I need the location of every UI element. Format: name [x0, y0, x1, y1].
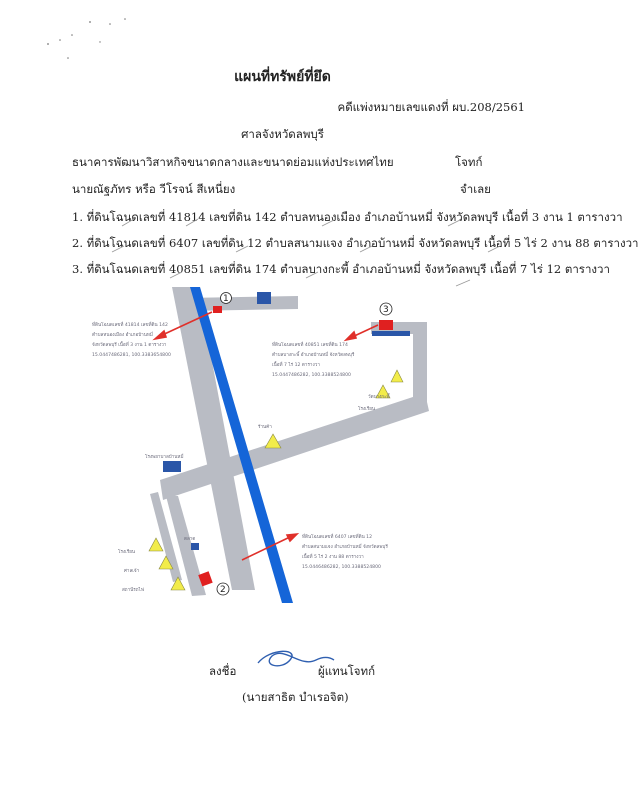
landmark-school-2: [149, 538, 163, 551]
parcel-1-marker: [213, 306, 222, 313]
land-item-1: 1. ที่ดินโฉนดเลขที่ 41814 เลขที่ดิน 142 ตำบลทนองเมือง อำเภอบ้านหมี่ จังหวัดลพบุรี เนื้อที่ 3 งาน 1 ตารางวา: [72, 210, 623, 224]
pen-ticks: [112, 219, 500, 286]
defendant-role: จำเลย: [460, 182, 491, 196]
callout-1: [92, 321, 171, 358]
svg-text:เนื้อที่ 5 ไร่ 2 งาน 88 ตารางว: เนื้อที่ 5 ไร่ 2 งาน 88 ตารางวา: [302, 555, 364, 560]
svg-text:15.0447486282, 100.3388524800: 15.0447486282, 100.3388524800: [272, 373, 351, 378]
svg-text:ตลาด: ตลาด: [184, 537, 196, 542]
plaintiff-name: ธนาคารพัฒนาวิสาหกิจขนาดกลางและขนาดย่อมแห่งประเทศไทย: [72, 155, 394, 169]
plaintiff-role: โจทก์: [455, 155, 483, 169]
building-right: [372, 331, 410, 336]
landmark-temple: [391, 370, 403, 382]
building-hospital: [163, 461, 181, 472]
svg-text:โรงเรียน: โรงเรียน: [118, 550, 136, 555]
svg-text:ตำบลหนองเมือง อำเภอบ้านหมี่: ตำบลหนองเมือง อำเภอบ้านหมี่: [92, 333, 153, 338]
svg-text:วัดบางกะพี้: วัดบางกะพี้: [368, 395, 390, 400]
parcel-3-marker: [379, 320, 393, 330]
svg-text:ที่ดินโฉนดเลขที่ 40851 เลขที่ด: ที่ดินโฉนดเลขที่ 40851 เลขที่ดิน 174: [272, 343, 348, 348]
svg-text:จังหวัดลพบุรี เนื้อที่ 3 งาน 1: จังหวัดลพบุรี เนื้อที่ 3 งาน 1 ตารางวา: [92, 343, 167, 348]
svg-text:สถานีรถไฟ: สถานีรถไฟ: [122, 588, 145, 593]
callout-2: [302, 533, 388, 570]
court-name: ศาลจังหวัดลพบุรี: [241, 127, 324, 141]
land-item-2: 2. ที่ดินโฉนดเลขที่ 6407 เลขที่ดิน 12 ตำบลสนามแจง อำเภอบ้านหมี่ จังหวัดลพบุรี เนื้อที่ 5 ไร่ 2 งาน 88 ตารางวา: [72, 236, 638, 250]
marker-2-label: 2: [220, 585, 226, 595]
building-small: [191, 543, 199, 550]
building-top: [257, 292, 271, 304]
svg-text:โรงเรียน: โรงเรียน: [358, 407, 376, 412]
landmark-shop: [265, 434, 281, 448]
svg-text:15.0447486281, 100.3383654800: 15.0447486281, 100.3383654800: [92, 353, 171, 358]
sign-label: ลงชื่อ: [209, 664, 237, 678]
marker-1-label: 1: [223, 294, 229, 304]
representative-label: ผู้แทนโจทก์: [318, 664, 376, 678]
svg-text:15.0446486282, 100.3388524800: 15.0446486282, 100.3388524800: [302, 565, 381, 570]
svg-text:ตำบลสนามแจง อำเภอบ้านหมี่ จังห: ตำบลสนามแจง อำเภอบ้านหมี่ จังหวัดลพบุรี: [302, 545, 388, 550]
marker-3-label: 3: [383, 305, 389, 315]
scan-specks: [47, 18, 126, 59]
land-item-3: 3. ที่ดินโฉนดเลขที่ 40851 เลขที่ดิน 174 ตำบลบางกะพี้ อำเภอบ้านหมี่ จังหวัดลพบุรี เนื้อที่ 7 ไร่ 12 ตารางวา: [72, 262, 610, 276]
svg-text:ร้านค้า: ร้านค้า: [258, 425, 272, 430]
svg-text:ตำบลบางกะพี้ อำเภอบ้านหมี่ จัง: ตำบลบางกะพี้ อำเภอบ้านหมี่ จังหวัดลพบุรี: [272, 353, 355, 358]
case-number: คดีแพ่งหมายเลขแดงที่ ผบ.208/2561: [337, 100, 525, 114]
svg-text:ศาลเจ้า: ศาลเจ้า: [124, 569, 140, 574]
callout-3: [272, 341, 355, 378]
page-title: แผนที่ทรัพย์ที่ยึด: [234, 69, 331, 85]
svg-text:ที่ดินโฉนดเลขที่ 41814 เลขที่ด: ที่ดินโฉนดเลขที่ 41814 เลขที่ดิน 142: [92, 323, 168, 328]
svg-text:ที่ดินโฉนดเลขที่ 6407 เลขที่ดิ: ที่ดินโฉนดเลขที่ 6407 เลขที่ดิน 12: [302, 535, 373, 540]
svg-text:โรงพยาบาลบ้านหมี่: โรงพยาบาลบ้านหมี่: [145, 455, 184, 460]
svg-text:เนื้อที่ 7 ไร่ 12 ตารางวา: เนื้อที่ 7 ไร่ 12 ตารางวา: [272, 363, 320, 368]
signer-name: (นายสาธิต บำเรอจิต): [242, 690, 349, 704]
defendant-name: นายณัฐภัทร หรือ วีโรจน์ สีเหนี่ยง: [72, 182, 236, 196]
right-road: [413, 322, 427, 404]
